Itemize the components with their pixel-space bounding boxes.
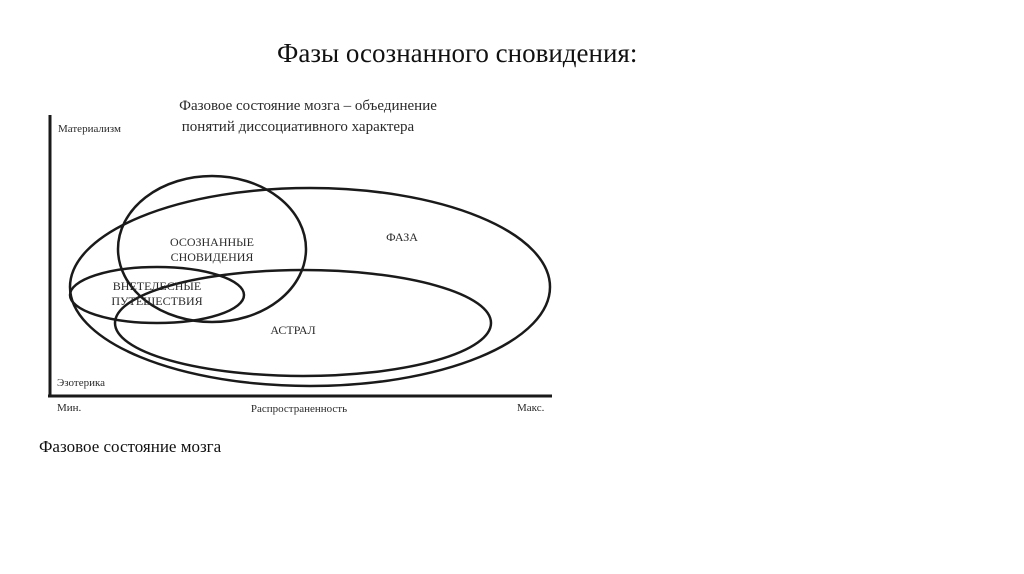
- axes: [48, 115, 552, 415]
- lucid-dreams-label-line2: СНОВИДЕНИЯ: [170, 250, 254, 264]
- x-axis-max-label: Макс.: [517, 402, 545, 414]
- diagram-heading-line2: понятий диссоциативного характера: [181, 119, 415, 135]
- y-axis-bottom-label: Эзотерика: [57, 377, 106, 389]
- diagram-caption: Фазовое состояние мозга: [39, 437, 222, 456]
- obe-label-line1: ВНЕТЕЛЕСНЫЕ: [112, 279, 202, 293]
- astral-label: АСТРАЛ: [270, 323, 316, 337]
- diagram-heading-line1: Фазовое состояние мозга – объединение: [179, 98, 437, 114]
- y-axis-top-label: Материализм: [58, 123, 121, 135]
- slide-title: Фазы осознанного сновидения:: [277, 38, 638, 68]
- x-axis-min-label: Мин.: [57, 402, 82, 414]
- phase-label: ФАЗА: [386, 230, 418, 244]
- obe-label-line2: ПУТЕШЕСТВИЯ: [111, 294, 203, 308]
- x-axis-label: Распространенность: [250, 403, 348, 415]
- lucid-dreams-label-line1: ОСОЗНАННЫЕ: [170, 235, 254, 249]
